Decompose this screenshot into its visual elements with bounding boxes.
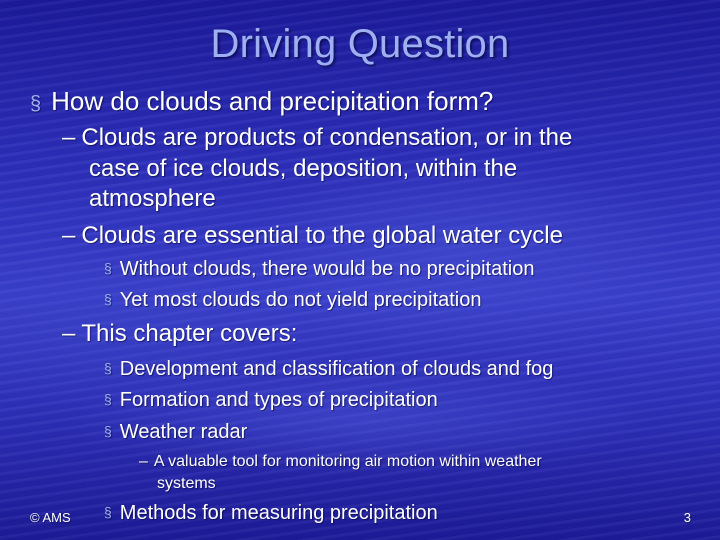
dash-bullet-icon: – xyxy=(62,320,76,347)
square-bullet-icon: § xyxy=(104,391,112,407)
point1-line-1 xyxy=(62,124,572,152)
sub-point-a-1 xyxy=(104,258,534,281)
square-bullet-icon: § xyxy=(104,423,112,439)
point1-line-3: atmosphere xyxy=(89,185,216,212)
sub-point-b-3 xyxy=(104,421,247,444)
square-bullet-icon: § xyxy=(104,260,112,276)
dash-bullet-icon: – xyxy=(62,124,76,151)
dash-bullet-icon: – xyxy=(139,453,148,470)
sub-sub-point-line-1 xyxy=(139,453,542,471)
sub-point-a-2-text: Yet most clouds do not yield precipitation xyxy=(119,289,482,311)
point2-text: Clouds are essential to the global water cycle xyxy=(81,222,563,249)
square-bullet-icon: § xyxy=(30,93,42,115)
page-number: 3 xyxy=(683,510,691,525)
point3-line xyxy=(62,320,297,348)
square-bullet-icon: § xyxy=(104,291,112,307)
point1-text-1: Clouds are products of condensation, or in the xyxy=(81,124,573,151)
sub-point-b-1-text: Development and classification of clouds and fog xyxy=(119,358,554,380)
dash-bullet-icon: – xyxy=(62,222,76,249)
slide-title: Driving Question xyxy=(210,22,510,66)
sub-point-a-1-text: Without clouds, there would be no precipitation xyxy=(119,258,535,280)
point2-line xyxy=(62,222,563,250)
copyright-footer: © AMS xyxy=(30,510,71,525)
question-text: How do clouds and precipitation form? xyxy=(51,86,494,116)
sub-point-b-1 xyxy=(104,358,553,381)
sub-point-a-2 xyxy=(104,289,482,312)
question-line xyxy=(30,86,493,117)
sub-sub-point-line-2: systems xyxy=(157,475,216,492)
last-point xyxy=(104,502,438,525)
square-bullet-icon: § xyxy=(104,360,112,376)
sub-point-b-3-text: Weather radar xyxy=(119,421,248,443)
sub-point-b-2 xyxy=(104,389,438,412)
point1-line-2: case of ice clouds, deposition, within the xyxy=(89,155,518,182)
sub-point-b-2-text: Formation and types of precipitation xyxy=(119,389,438,411)
last-point-text: Methods for measuring precipitation xyxy=(119,502,438,524)
square-bullet-icon: § xyxy=(104,504,112,520)
sub-sub-point-text-1: A valuable tool for monitoring air motion within weather xyxy=(153,453,542,470)
point3-text: This chapter covers: xyxy=(81,320,298,347)
